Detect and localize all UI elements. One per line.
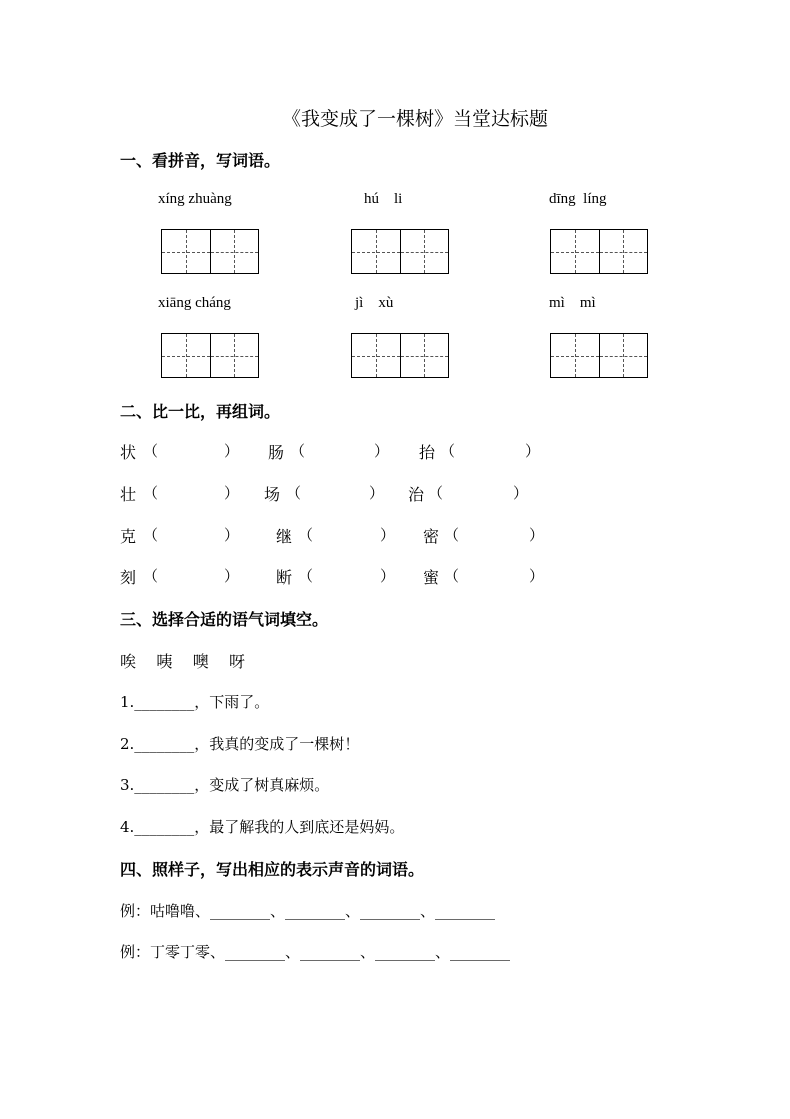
open-paren: （: [290, 442, 306, 460]
open-paren: （: [298, 526, 314, 544]
fill-blank-item: 2.________，我真的变成了一棵树！: [120, 735, 360, 753]
open-paren: （: [444, 567, 460, 585]
open-paren: （: [143, 567, 159, 585]
close-paren: ）: [380, 526, 396, 544]
section-4-heading: 四、照样子，写出相应的表示声音的词语。: [120, 860, 425, 879]
compare-char: 密: [423, 527, 440, 546]
close-paren: ）: [224, 442, 240, 460]
sound-word-example: 例：咕噜噜、________、________、________、________: [120, 902, 496, 920]
writing-grid[interactable]: [550, 333, 648, 378]
open-paren: （: [286, 484, 302, 502]
sound-word-example: 例：丁零丁零、________、________、________、________: [120, 943, 511, 961]
compare-char: 克: [120, 527, 137, 546]
close-paren: ）: [529, 567, 545, 585]
interjection-options: 唉 咦 噢 呀: [120, 652, 246, 671]
compare-char: 抬: [419, 443, 436, 462]
open-paren: （: [143, 442, 159, 460]
open-paren: （: [444, 526, 460, 544]
close-paren: ）: [513, 484, 529, 502]
close-paren: ）: [380, 567, 396, 585]
compare-char: 肠: [268, 443, 285, 462]
section-3-heading: 三、选择合适的语气词填空。: [120, 610, 329, 629]
fill-blank-item: 1.________，下雨了。: [120, 693, 270, 711]
writing-grid[interactable]: [161, 333, 259, 378]
compare-char: 壮: [120, 485, 137, 504]
writing-grid[interactable]: [351, 229, 449, 274]
close-paren: ）: [369, 484, 385, 502]
writing-grid[interactable]: [550, 229, 648, 274]
close-paren: ）: [374, 442, 390, 460]
fill-blank-item: 4.________，最了解我的人到底还是妈妈。: [120, 818, 405, 836]
pinyin-label: xiāng cháng: [158, 295, 231, 311]
writing-grid[interactable]: [351, 333, 449, 378]
compare-char: 治: [408, 485, 425, 504]
fill-blank-item: 3.________，变成了树真麻烦。: [120, 776, 330, 794]
compare-char: 蜜: [423, 568, 440, 587]
compare-char: 断: [276, 568, 293, 587]
compare-char: 刻: [120, 568, 137, 587]
writing-grid[interactable]: [161, 229, 259, 274]
close-paren: ）: [224, 526, 240, 544]
close-paren: ）: [224, 484, 240, 502]
close-paren: ）: [224, 567, 240, 585]
pinyin-label: jì xù: [355, 295, 394, 311]
open-paren: （: [428, 484, 444, 502]
close-paren: ）: [525, 442, 541, 460]
compare-char: 场: [264, 485, 281, 504]
pinyin-label: xíng zhuàng: [158, 191, 232, 207]
page-title: 《我变成了一棵树》当堂达标题: [281, 108, 548, 130]
compare-char: 继: [276, 527, 293, 546]
section-1-heading: 一、看拼音，写词语。: [120, 151, 281, 170]
pinyin-label: mì mì: [549, 295, 596, 311]
open-paren: （: [298, 567, 314, 585]
open-paren: （: [143, 526, 159, 544]
open-paren: （: [440, 442, 456, 460]
compare-char: 状: [120, 443, 137, 462]
section-2-heading: 二、比一比，再组词。: [120, 402, 281, 421]
open-paren: （: [143, 484, 159, 502]
pinyin-label: hú li: [364, 191, 403, 207]
pinyin-label: dīng líng: [549, 191, 607, 207]
close-paren: ）: [529, 526, 545, 544]
